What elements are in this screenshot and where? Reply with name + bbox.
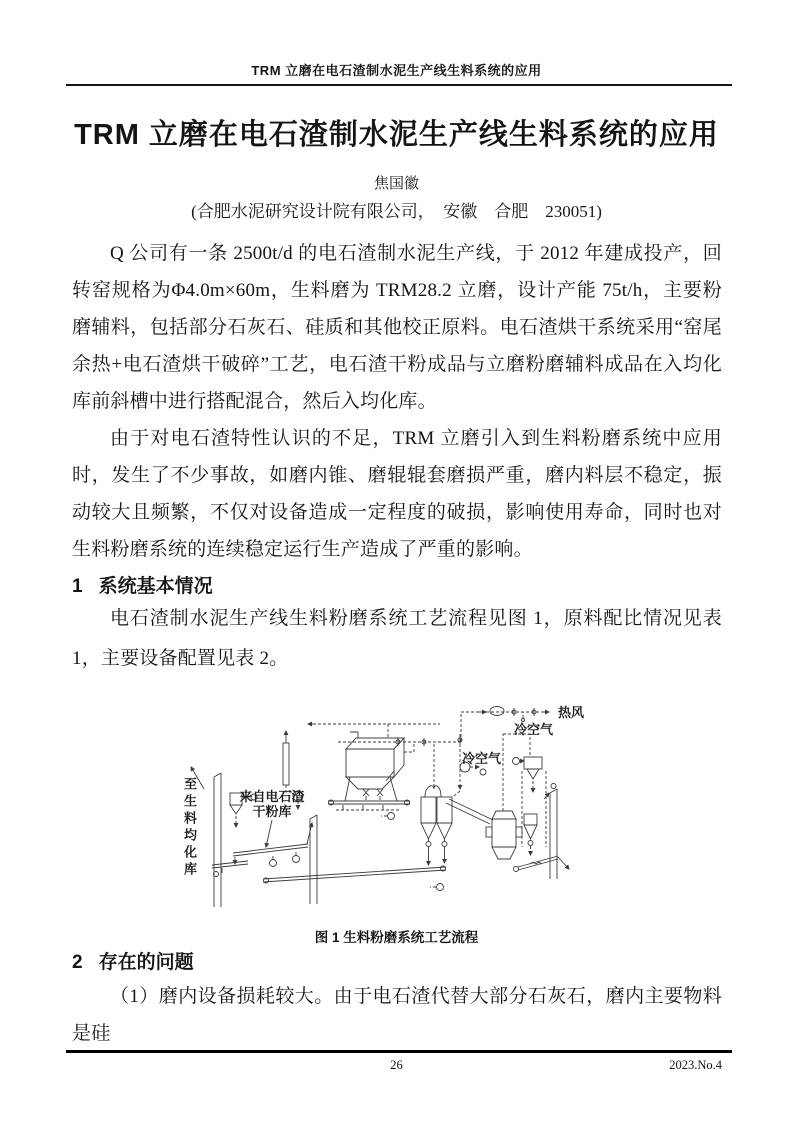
intro-paragraph-2: 由于对电石渣特性认识的不足，TRM 立磨引入到生料粉磨系统中应用时，发生了不少事故，如磨内锥、磨辊辊套磨损严重，磨内料层不稳定，振动较大且频繁，不仅对设备造成一定程度的破损，影响使用寿命，同时也对生料粉磨系统的连续稳定运行生产造成了严重的影响。 [72,428,722,560]
section-1-title: 系统基本情况 [98,576,213,597]
footer-rule [66,1050,732,1053]
section-2-paragraph: （1）磨内设备损耗较大。由于电石渣代替大部分石灰石，磨内主要物料是硅 [72,986,722,1044]
section-1-number: 1 [72,576,83,597]
process-flow-figure [178,697,650,923]
author-name: 焦国徽 [373,176,419,192]
footer-issue-label: 2023.No.4 [669,1058,722,1072]
figure-label-hot-air: 热风 [558,705,585,720]
figure-label-to-homogenizing-silo: 至生料均化库 [182,777,197,879]
section-2-number: 2 [72,952,83,973]
section-1-heading [72,571,213,598]
footer-page-number: 26 [390,1058,403,1072]
section-2-heading [72,947,194,974]
running-header: TRM 立磨在电石渣制水泥生产线生料系统的应用 [251,63,542,78]
figure-label-from-silo-1: 来自电石渣 [239,789,305,804]
figure-caption: 图 1 生料粉磨系统工艺流程 [314,930,479,945]
page-title: TRM 立磨在电石渣制水泥生产线生料系统的应用 [74,119,719,151]
header-rule [66,84,732,86]
section-2-title: 存在的问题 [98,952,194,973]
figure-label-cold-air-mid: 冷空气 [462,751,502,766]
author-affiliation: (合肥水泥研究设计院有限公司， 安徽 合肥 230051) [191,202,602,221]
process-flow-diagram [178,697,650,923]
section-1-paragraph: 电石渣制水泥生产线生料粉磨系统工艺流程见图 1，原料配比情况见表 1，主要设备配置见表 2。 [72,608,722,669]
figure-label-from-silo-2: 干粉库 [252,804,292,819]
intro-paragraph-1: Q 公司有一条 2500t/d 的电石渣制水泥生产线，于 2012 年建成投产，回转窑规格为Φ4.0m×60m，生料磨为 TRM28.2 立磨，设计产能 75t/h，主要粉磨辅料，包括部分石灰石、硅质和其他校正原料。电石渣烘干系统采用“窑尾余热+电石渣烘干破碎”工艺，电石渣干粉成品与立磨粉磨辅料成品在入均化库前斜槽中进行搭配混合，然后入均化库。 [72,243,722,412]
figure-label-cold-air-top: 冷空气 [514,722,554,737]
